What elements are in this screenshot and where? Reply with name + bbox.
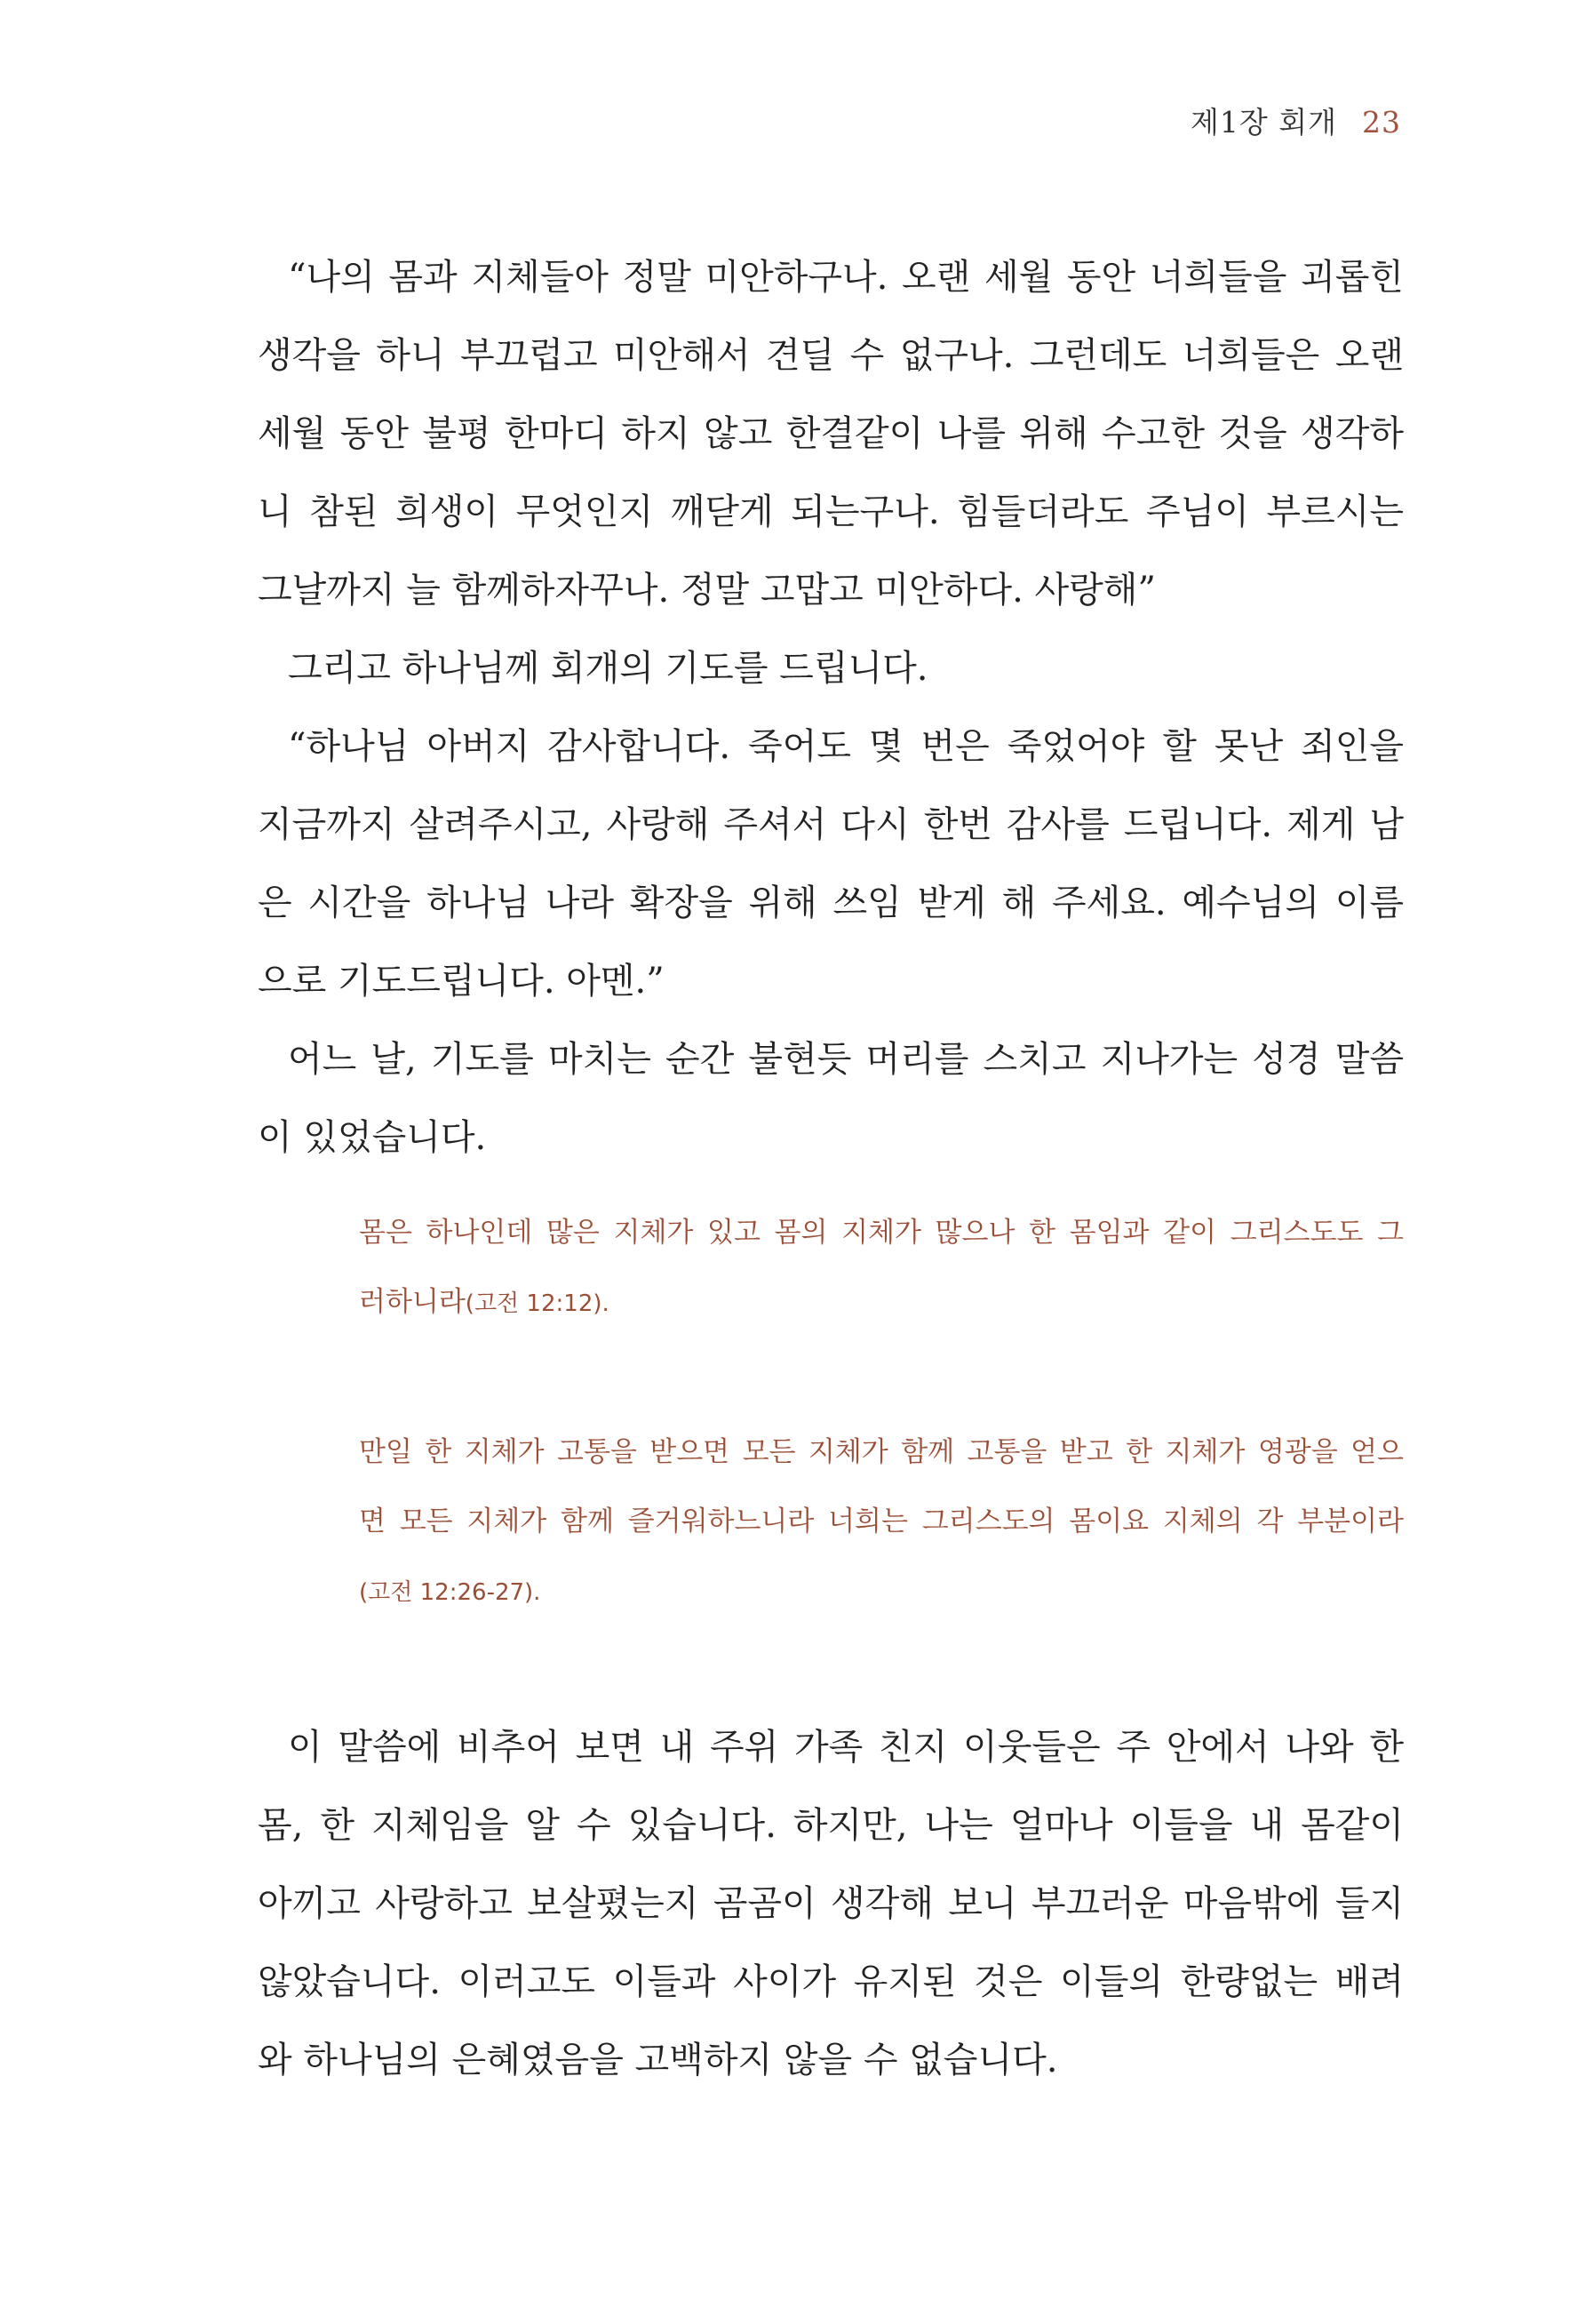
text-line: 어느 날, 기도를 마치는 순간 불현듯 머리를 스치고 지나가는 성경 말씀: [288, 1039, 1404, 1080]
page-number: 23: [1362, 105, 1401, 140]
text-line: “하나님 아버지 감사합니다. 죽어도 몇 번은 죽었어야 할 못난 죄인을: [288, 726, 1404, 767]
text-line: 니 참된 희생이 무엇인지 깨닫게 되는구나. 힘들더라도 주님이 부르시는: [258, 491, 1404, 532]
text-line: 몸, 한 지체임을 알 수 있습니다. 하지만, 나는 얼마나 이들을 내 몸같이: [258, 1805, 1404, 1846]
text-line: 으로 기도드립니다. 아멘.”: [258, 961, 665, 1002]
scripture-text: 러하니라: [359, 1286, 466, 1318]
text-line: 지금까지 살려주시고, 사랑해 주셔서 다시 한번 감사를 드립니다. 제게 남: [258, 804, 1404, 845]
scripture-reference: (고전 12:26-27).: [359, 1579, 541, 1606]
text-line: 그날까지 늘 함께하자꾸나. 정말 고맙고 미안하다. 사랑해”: [258, 570, 1156, 611]
body-text-top: [258, 238, 1404, 1177]
text-line: 그리고 하나님께 회개의 기도를 드립니다.: [288, 648, 928, 689]
text-line: 은 시간을 하나님 나라 확장을 위해 쓰임 받게 해 주세요. 예수님의 이름: [258, 882, 1404, 923]
text-line: 않았습니다. 이러고도 이들과 사이가 유지된 것은 이들의 한량없는 배려: [258, 1961, 1404, 2002]
scripture-quote-2: [359, 1418, 1404, 1625]
scripture-line: 만일 한 지체가 고통을 받으면 모든 지체가 함께 고통을 받고 한 지체가 영광을 얻으: [359, 1436, 1404, 1468]
scripture-line: [359, 1556, 1404, 1625]
text-line: 아끼고 사랑하고 보살폈는지 곰곰이 생각해 보니 부끄러운 마음밖에 들지: [258, 1883, 1404, 1924]
text-line: “나의 몸과 지체들아 정말 미안하구나. 오랜 세월 동안 너희들을 괴롭힌: [288, 257, 1404, 298]
text-line: 와 하나님의 은혜였음을 고백하지 않을 수 없습니다.: [258, 2040, 1058, 2080]
scripture-line: 면 모든 지체가 함께 즐거워하느니라 너희는 그리스도의 몸이요 지체의 각 부분이라: [359, 1505, 1404, 1537]
scripture-line: [359, 1267, 1404, 1337]
text-line: 생각을 하니 부끄럽고 미안해서 견딜 수 없구나. 그런데도 너희들은 오랜: [258, 335, 1404, 376]
scripture-reference: (고전 12:12).: [465, 1290, 609, 1317]
running-header: [1191, 100, 1401, 141]
text-line: 이 말씀에 비추어 보면 내 주위 가족 친지 이웃들은 주 안에서 나와 한: [288, 1727, 1404, 1768]
chapter-title: 제1장 회개: [1191, 105, 1337, 140]
body-text-bottom: [258, 1708, 1404, 2099]
text-line: 이 있었습니다.: [258, 1117, 487, 1158]
text-line: 세월 동안 불평 한마디 하지 않고 한결같이 나를 위해 수고한 것을 생각하: [258, 413, 1404, 454]
scripture-quote-1: [359, 1198, 1404, 1337]
scripture-line: 몸은 하나인데 많은 지체가 있고 몸의 지체가 많으나 한 몸임과 같이 그리스도도 그: [359, 1217, 1404, 1249]
